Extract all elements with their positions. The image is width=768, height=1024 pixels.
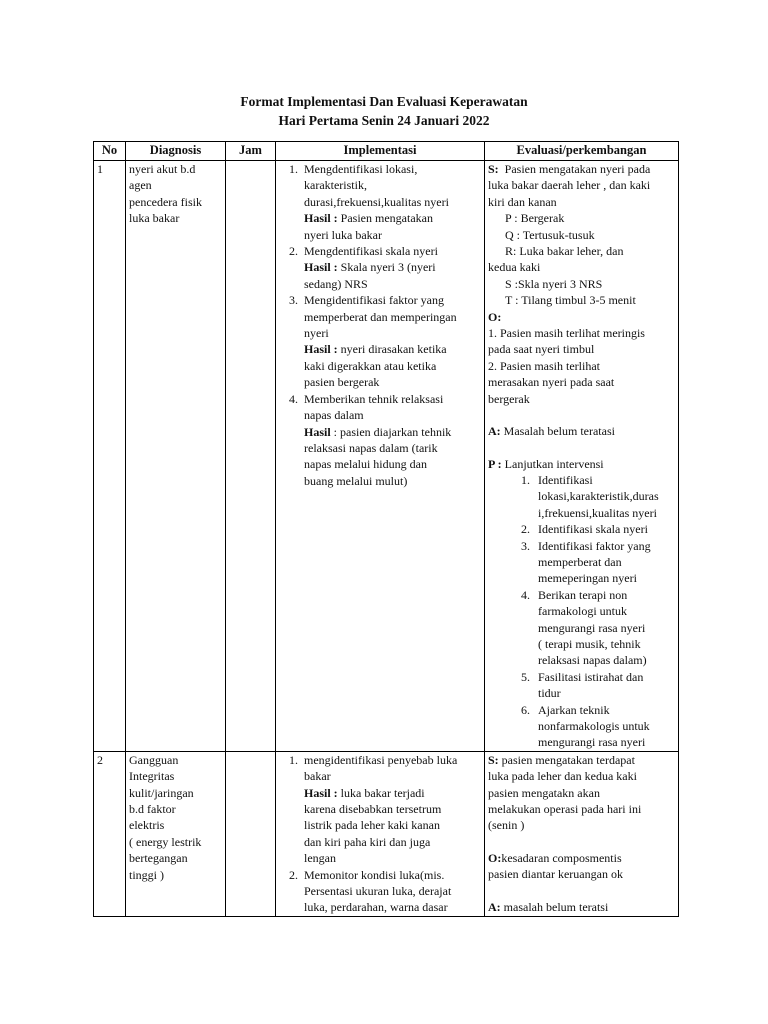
plan-item-text: memeperingan nyeri xyxy=(538,571,637,586)
implementation-text: nyeri xyxy=(304,326,329,341)
objective-text: 2. Pasien masih terlihat xyxy=(488,358,600,373)
implementation-text: memperberat dan memperingan xyxy=(304,309,457,324)
assessment-line xyxy=(488,899,675,915)
pqrst-line: T : Tilang timbul 3-5 menit xyxy=(505,293,636,308)
implementation-list xyxy=(279,161,481,489)
a-label: A: xyxy=(488,424,501,439)
evaluasi-cell xyxy=(485,751,679,916)
plan-item-text: i,frekuensi,kualitas nyeri xyxy=(538,505,657,520)
objective-text: pasien diantar keruangan ok xyxy=(488,867,623,882)
plan-item-text: 5. Fasilitasi istirahat dan xyxy=(538,669,644,684)
plan-item-text: 3. Identifikasi faktor yang xyxy=(538,538,651,553)
plan-item xyxy=(533,538,675,587)
implementation-list xyxy=(279,752,481,916)
implementation-text: 1. mengidentifikasi penyebab luka xyxy=(304,752,458,767)
implementation-item xyxy=(301,391,481,489)
hasil-line xyxy=(304,259,481,275)
hasil-text: karena disebabkan tersetrum xyxy=(304,802,442,817)
plan-item xyxy=(533,521,675,537)
hasil-label: Hasil : xyxy=(304,260,338,275)
table-row xyxy=(94,161,679,752)
plan-item-text: 4. Berikan terapi non xyxy=(538,587,628,602)
table-row xyxy=(94,751,679,916)
subjective-text: Pasien mengatakan nyeri pada xyxy=(504,162,651,176)
pqrst-line: S :Skla nyeri 3 NRS xyxy=(505,276,603,291)
diagnosis-cell xyxy=(126,161,226,752)
plan-item xyxy=(533,669,675,702)
plan-item-text: nonfarmakologis untuk xyxy=(538,719,650,733)
plan-item-text: relaksasi napas dalam) xyxy=(538,653,647,668)
plan-item-text: lokasi,karakteristik,duras xyxy=(538,489,659,504)
plan-item-text: 2. Identifikasi skala nyeri xyxy=(538,522,648,537)
implementation-text: napas dalam xyxy=(304,408,364,423)
plan-item-text: memperberat dan xyxy=(538,554,622,569)
hasil-text: Skala nyeri 3 (nyeri xyxy=(340,260,436,275)
s-label: S: xyxy=(488,162,499,176)
hasil-text: pasien bergerak xyxy=(304,375,380,390)
diagnosis-cell xyxy=(126,751,226,916)
hasil-text: relaksasi napas dalam (tarik xyxy=(304,440,438,455)
hasil-line xyxy=(304,210,481,226)
plan-item-text: mengurangi rasa nyeri xyxy=(538,620,646,635)
hasil-text: dan kiri paha kiri dan juga xyxy=(304,834,431,849)
document-subtitle: Hari Pertama Senin 24 Januari 2022 xyxy=(278,113,490,128)
objective-line xyxy=(488,850,675,866)
jam-cell xyxy=(226,161,276,752)
hasil-line xyxy=(304,424,481,440)
hasil-label: Hasil xyxy=(304,424,331,439)
plan-item-text: farmakologi untuk xyxy=(538,604,627,619)
objective-text: bergerak xyxy=(488,391,530,406)
subjective-text: kiri dan kanan xyxy=(488,194,557,209)
spacer xyxy=(488,834,675,850)
row-number: 1 xyxy=(94,161,126,752)
evaluasi-cell xyxy=(485,161,679,752)
spacer xyxy=(488,440,675,456)
plan-item-text: mengurangi rasa nyeri xyxy=(538,735,646,750)
row-number: 2 xyxy=(94,751,126,916)
header-evaluasi: Evaluasi/perkembangan xyxy=(485,142,679,161)
implementation-text: bakar xyxy=(304,769,331,784)
header-implementasi: Implementasi xyxy=(276,142,485,161)
hasil-text: listrik pada leher kaki kanan xyxy=(304,818,440,833)
hasil-line xyxy=(304,785,481,801)
jam-cell xyxy=(226,751,276,916)
implementation-text: 3. Mengidentifikasi faktor yang xyxy=(304,293,444,308)
assessment-line xyxy=(488,423,675,439)
implementation-item xyxy=(301,867,481,916)
diagnosis-line: b.d faktor xyxy=(129,802,176,817)
implementation-text: durasi,frekuensi,kualitas nyeri xyxy=(304,194,449,209)
diagnosis-line: kulit/jaringan xyxy=(129,785,194,800)
pqrst-line: kedua kaki xyxy=(488,260,541,275)
s-label: S: xyxy=(488,752,499,767)
hasil-text: : pasien diajarkan tehnik xyxy=(333,424,452,439)
hasil-text: nyeri dirasakan ketika xyxy=(340,342,447,357)
header-diagnosis: Diagnosis xyxy=(126,142,226,161)
plan-list xyxy=(488,472,675,751)
subjective-line xyxy=(488,752,675,768)
objective-text: pada saat nyeri timbul xyxy=(488,342,595,357)
plan-item-text: 1. Identifikasi xyxy=(538,472,593,487)
o-label: O: xyxy=(488,850,502,865)
implementation-text: 2. Memonitor kondisi luka(mis. xyxy=(304,867,445,882)
plan-item-text: 6. Ajarkan teknik xyxy=(538,702,610,717)
pqrst-line: P : Bergerak xyxy=(505,211,565,226)
hasil-label: Hasil : xyxy=(304,342,338,357)
assessment-text: masalah belum teratsi xyxy=(503,899,609,914)
diagnosis-line: agen xyxy=(129,178,152,193)
implementation-item xyxy=(301,292,481,390)
implementation-item xyxy=(301,243,481,292)
pqrst-line: R: Luka bakar leher, dan xyxy=(505,244,624,259)
subjective-text: melakukan operasi pada hari ini xyxy=(488,802,642,817)
implementation-evaluation-table xyxy=(93,141,679,917)
hasil-line xyxy=(304,341,481,357)
implementation-text: 2. Mengdentifikasi skala nyeri xyxy=(304,244,438,259)
table-header-row xyxy=(94,142,679,161)
implementasi-cell xyxy=(276,751,485,916)
subjective-text: pasien mengatakan terdapat xyxy=(501,752,635,767)
hasil-text: buang melalui mulut) xyxy=(304,473,408,488)
hasil-text: kaki digerakkan atau ketika xyxy=(304,358,437,373)
diagnosis-line: bertegangan xyxy=(129,851,188,866)
implementation-text: Persentasi ukuran luka, derajat xyxy=(304,884,452,899)
diagnosis-line: nyeri akut b.d xyxy=(129,162,196,176)
implementation-text: 4. Memberikan tehnik relaksasi xyxy=(304,391,444,406)
implementation-text: luka, perdarahan, warna dasar xyxy=(304,900,448,915)
implementasi-cell xyxy=(276,161,485,752)
plan-item xyxy=(533,587,675,669)
plan-item-text: ( terapi musik, tehnik xyxy=(538,636,641,651)
plan-item xyxy=(533,702,675,751)
a-label: A: xyxy=(488,899,501,914)
spacer xyxy=(488,407,675,423)
diagnosis-line: Integritas xyxy=(129,769,175,784)
implementation-item xyxy=(301,161,481,243)
implementation-text: 1. Mengdentifikasi lokasi, xyxy=(304,162,418,176)
objective-text: merasakan nyeri pada saat xyxy=(488,375,615,390)
subjective-text: (senin ) xyxy=(488,818,525,833)
subjective-text: luka bakar daerah leher , dan kaki xyxy=(488,178,651,193)
diagnosis-line: elektris xyxy=(129,818,165,833)
implementation-text: karakteristik, xyxy=(304,178,367,193)
hasil-text: sedang) NRS xyxy=(304,276,368,291)
header-no: No xyxy=(94,142,126,161)
plan-item xyxy=(533,472,675,521)
p-label: P : xyxy=(488,456,502,471)
hasil-text: napas melalui hidung dan xyxy=(304,457,427,472)
objective-text: kesadaran composmentis xyxy=(501,850,622,865)
hasil-text: luka bakar terjadi xyxy=(340,785,425,800)
diagnosis-line: pencedera fisik xyxy=(129,194,202,209)
diagnosis-line: luka bakar xyxy=(129,211,180,226)
header-jam: Jam xyxy=(226,142,276,161)
diagnosis-line: tinggi ) xyxy=(129,867,164,882)
subjective-text: luka pada leher dan kedua kaki xyxy=(488,769,637,784)
objective-text: 1. Pasien masih terlihat meringis xyxy=(488,326,645,341)
hasil-label: Hasil : xyxy=(304,211,338,226)
hasil-text: Pasien mengatakan xyxy=(340,211,433,226)
plan-line xyxy=(488,456,675,472)
subjective-text: pasien mengatakn akan xyxy=(488,785,600,800)
diagnosis-line: Gangguan xyxy=(129,752,179,767)
plan-item-text: tidur xyxy=(538,686,561,701)
spacer xyxy=(488,883,675,899)
objective-label xyxy=(488,309,675,325)
hasil-text: nyeri luka bakar xyxy=(304,227,382,242)
subjective-line xyxy=(488,161,675,177)
hasil-label: Hasil : xyxy=(304,785,338,800)
plan-text: Lanjutkan intervensi xyxy=(504,456,604,471)
assessment-text: Masalah belum teratasi xyxy=(503,424,615,439)
hasil-text: lengan xyxy=(304,851,336,866)
o-label: O: xyxy=(488,309,502,324)
pqrst-line: Q : Tertusuk-tusuk xyxy=(505,227,595,242)
diagnosis-line: ( energy lestrik xyxy=(129,834,202,849)
implementation-item xyxy=(301,752,481,867)
document-title: Format Implementasi Dan Evaluasi Keperawatan xyxy=(240,94,528,109)
